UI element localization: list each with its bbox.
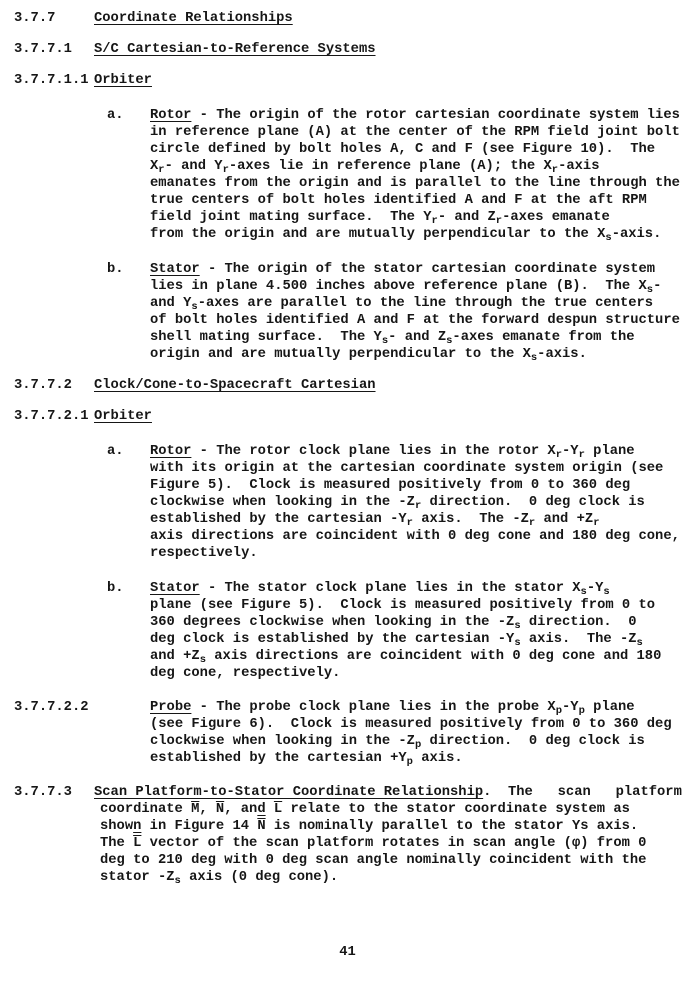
section-heading [14,72,687,89]
section-heading [14,408,687,425]
text-line: established by the cartesian $-Y_r$ axis. The $-Z_r$ and $+Z_r$ [150,512,600,529]
text-line: (see Figure 6). Clock is measured positively from 0 to 360 deg [150,717,672,732]
text-line: true centers of bolt holes identified A and F at the aft RPM [150,193,647,208]
text-line: Rotor - The origin of the rotor cartesian coordinate system lies [150,108,680,123]
text-line: respectively. [150,546,258,561]
text-line: circle defined by bolt holes A, C and F (see Figure 10). The [150,142,656,157]
text-line: established by the cartesian $+Y_p$ axis. [150,751,463,768]
paragraph-lines [150,580,687,682]
text-line: Figure 5). Clock is measured positively from 0 to 360 deg [150,478,631,493]
text-line: Scan Platform-to-Stator Coordinate Relationship. The scan platform [94,785,682,800]
text-line: Stator - The stator clock plane lies in the stator $X_s-Y_s$ [150,581,610,598]
paragraph-lines [150,699,687,767]
text-line: of bolt holes identified A and F at the forward despun structure [150,313,680,328]
text-line: from the origin and are mutually perpendicular to the $X_s$-axis. [150,227,662,244]
list-item-label: b. [107,262,124,277]
text-line: and $Y_s$-axes are parallel to the line through the true centers [150,296,654,313]
text-line: coordinate $\overline{M}$, $\overline{N}$, and $\overline{L}$ relate to the stator coordinate system as [100,802,630,817]
section-heading [14,10,687,27]
text-line: shell mating surface. The $Y_s-$ and $Z_s$-axes emanate from the [150,330,635,347]
text-line: origin and are mutually perpendicular to the $X_s$-axis. [150,347,587,364]
text-line: stator $-Z_s$ axis (0 deg cone). [100,870,339,887]
section-number: 3.7.7.2.1 [14,409,89,424]
text-line: in reference plane (A) at the center of the RPM field joint bolt [150,125,680,140]
paragraph-lines [94,784,687,886]
text-line: and $+Z_s$ axis directions are coincident with 0 deg cone and 180 [150,649,662,666]
section-number: 3.7.7.3 [14,785,72,800]
text-line: Probe - The probe clock plane lies in the probe $X_p-Y_p$ plane [150,700,635,717]
section-title: Orbiter [94,409,152,424]
text-line: $X_r-$ and $Y_r$-axes lie in reference plane (A); the $X_r$-axis [150,159,600,176]
text-line: clockwise when looking in the $-Z_p$ direction. 0 deg clock is [150,734,645,751]
paragraph-lines [150,261,687,363]
section-title: Coordinate Relationships [94,11,293,26]
section-number: 3.7.7.1.1 [14,73,89,88]
list-item [107,261,687,363]
numbered-paragraph [14,699,687,767]
section-number: 3.7.7.1 [14,42,72,57]
text-line: deg cone, respectively. [150,666,341,681]
section-title: Clock/Cone-to-Spacecraft Cartesian [94,378,376,393]
text-line: deg to 210 deg with 0 deg scan angle nominally coincident with the [100,853,647,868]
list-item-label: a. [107,108,124,123]
numbered-paragraph [14,784,687,886]
text-line: clockwise when looking in the $-Z_r$ direction. 0 deg clock is [150,495,645,512]
text-line: emanates from the origin and is parallel to the line through the [150,176,680,191]
list-item [107,107,687,243]
text-line: shown in Figure 14 $\overline{N}$ is nominally parallel to the stator Ys axis. [100,819,639,834]
text-line: deg clock is established by the cartesian $-Y_s$ axis. The $-Z_s$ [150,632,643,649]
page-number: 41 [339,945,356,960]
list-item [107,580,687,682]
text-line: 360 degrees clockwise when looking in the $-Z_s$ direction. 0 [150,615,637,632]
paragraph-lines [150,107,687,243]
paragraph-lines [150,443,687,562]
section-number: 3.7.7.2 [14,378,72,393]
section-heading [14,377,687,394]
text-line: field joint mating surface. The $Y_r-$ and $Z_r$-axes emanate [150,210,610,227]
text-line: with its origin at the cartesian coordinate system origin (see [150,461,664,476]
list-item-label: a. [107,444,124,459]
section-heading [14,41,687,58]
list-item [107,443,687,562]
section-title: S/C Cartesian-to-Reference Systems [94,42,376,57]
text-line: lies in plane 4.500 inches above reference plane (B). The $X_s-$ [150,279,662,296]
section-number: 3.7.7 [14,11,56,26]
text-line: axis directions are coincident with 0 deg cone and 180 deg cone, [150,529,680,544]
document-body [14,10,687,886]
text-line: plane (see Figure 5). Clock is measured positively from 0 to [150,598,656,613]
section-number: 3.7.7.2.2 [14,700,89,715]
text-line: Stator - The origin of the stator cartesian coordinate system [150,262,656,277]
text-line: Rotor - The rotor clock plane lies in the rotor $X_r-Y_r$ plane [150,444,635,461]
text-line: The $\overline{L}$ vector of the scan platform rotates in scan angle (φ) from 0 [100,836,647,851]
list-item-label: b. [107,581,124,596]
section-title: Orbiter [94,73,152,88]
